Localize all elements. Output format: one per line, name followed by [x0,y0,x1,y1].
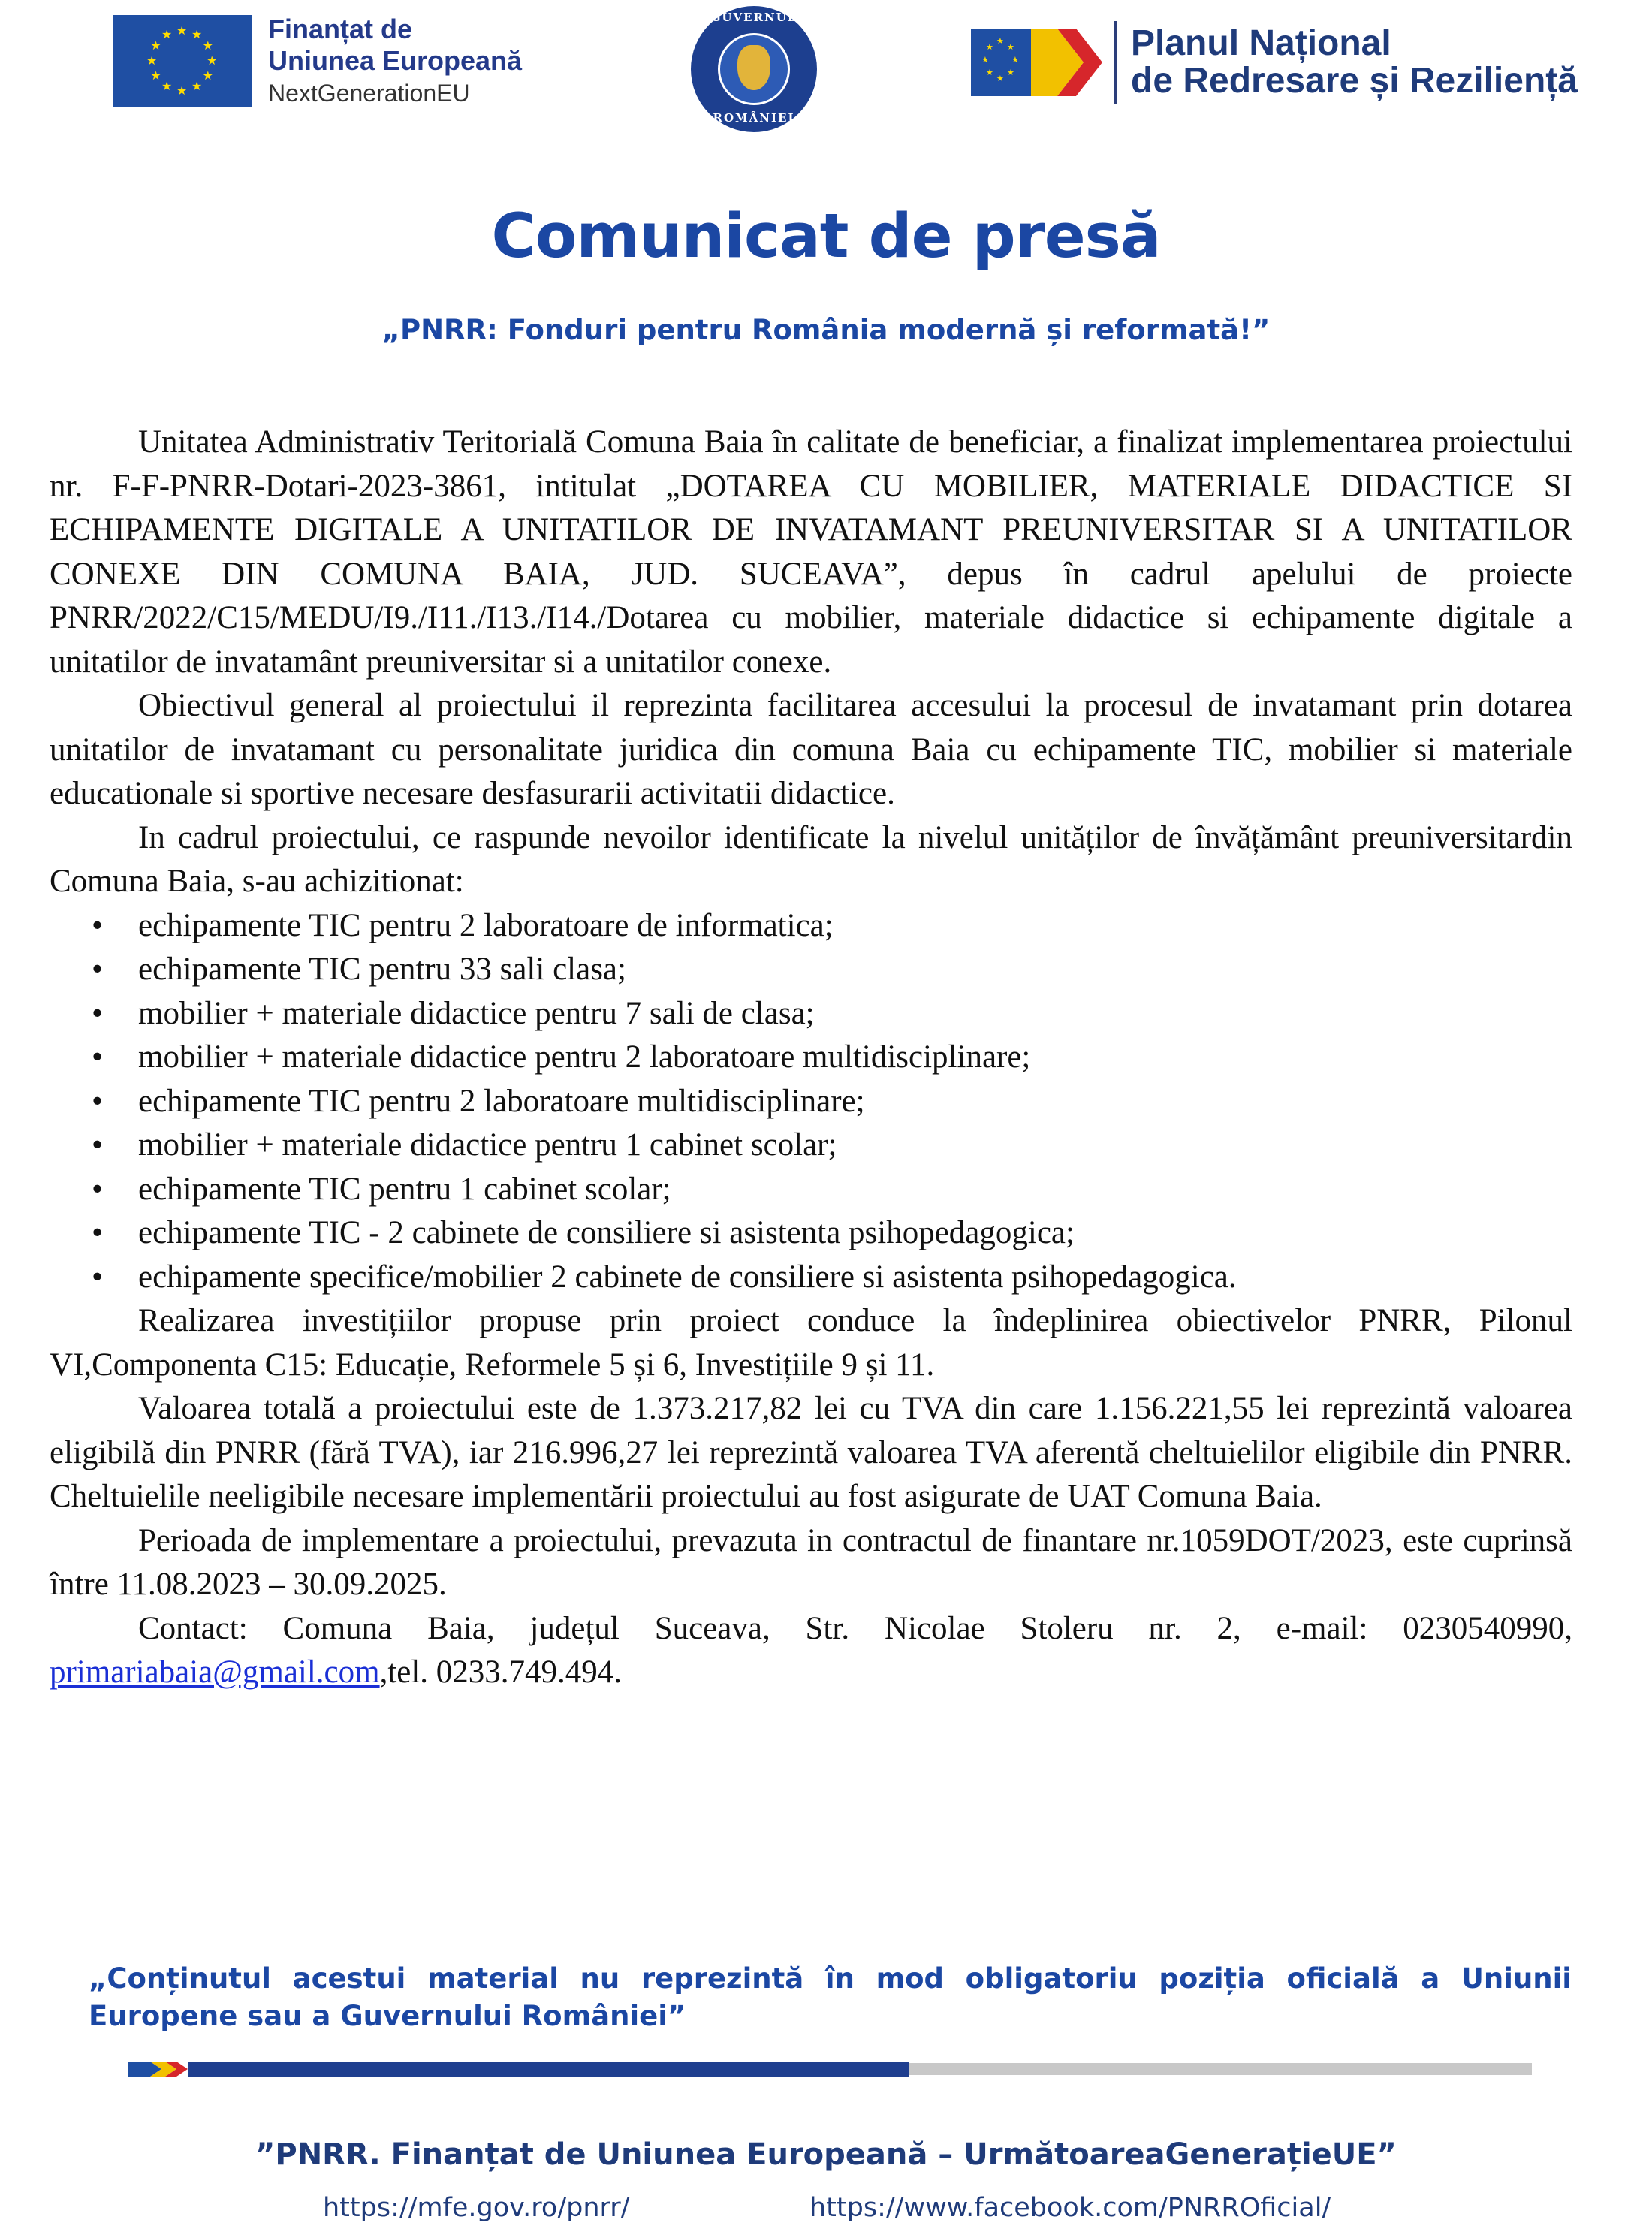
pnrr-logo-line1: Planul Național [1131,23,1391,63]
list-item [92,1080,1572,1124]
gov-seal-bottom-text: ROMÂNIEI [713,111,795,125]
eu-star-icon: ★ [206,53,218,68]
press-release-body [50,421,1572,1695]
footer-bar-grey [909,2063,1532,2075]
svg-text:★: ★ [996,36,1004,46]
eu-logo-line2: Uniunea Europeană [268,45,523,76]
svg-text:★: ★ [1007,68,1014,77]
list-item-text: echipamente TIC pentru 2 laboratoare multidisciplinare; [138,1083,865,1119]
bullet-icon: • [92,1039,104,1075]
eagle-icon [737,45,770,90]
bullet-icon: • [92,1215,104,1250]
page-title: Comunicat de presă [491,201,1161,272]
footer-link-facebook[interactable]: https://www.facebook.com/PNRROficial/ [809,2193,1331,2223]
list-item [92,1168,1572,1212]
eu-logo-text [268,14,522,108]
bullet-icon: • [92,995,104,1031]
svg-text:★: ★ [981,55,989,65]
paragraph-period: Perioada de implementare a proiectului, prevazuta in contractul de finantare nr.1059DOT/2023, este cuprinsă între 11.08.2023 – 30.09.2025. [50,1522,1572,1602]
bullet-icon: • [92,907,104,943]
eu-star-icon: ★ [202,38,213,53]
list-item-text: echipamente TIC pentru 33 sali clasa; [138,952,626,987]
eu-star-icon: ★ [161,79,173,94]
disclaimer: „Conținutul acestui material nu reprezintă în mod obligatoriu poziția oficială a Uniunii Europene sau a Guvernului României” [89,1962,1572,2032]
acquisitions-list [50,904,1572,1300]
eu-star-icon: ★ [191,79,203,94]
list-item-text: echipamente TIC pentru 2 laboratoare de informatica; [138,907,834,943]
paragraph-value: Valoarea totală a proiectului este de 1.373.217,82 lei cu TVA din care 1.156.221,55 lei reprezintă valoarea eligibilă din PNRR (fără TVA), iar 216.996,27 lei reprezintă valoarea TVA aferentă cheltuielilor eligibile din PNRR. Cheltuielile neeligibile necesare implementării proiectului au fost asigurate de UAT Comuna Baia. [50,1391,1572,1514]
list-item [92,1256,1572,1300]
contact-phone: ,tel. 0233.749.494. [379,1654,623,1690]
list-item [92,904,1572,949]
pnrr-flag-arrow-icon [971,21,1110,104]
list-item-text: mobilier + materiale didactice pentru 1 cabinet scolar; [138,1127,837,1163]
footer-slogan: ”PNRR. Finanțat de Uniunea Europeană – UrmătoareaGenerațieUE” [255,2137,1397,2172]
eu-star-icon: ★ [146,53,158,68]
svg-text:★: ★ [1007,42,1014,52]
list-item [92,948,1572,992]
eu-star-icon: ★ [202,68,213,83]
pnrr-divider [1114,21,1117,104]
bullet-icon: • [92,1083,104,1119]
eu-star-icon: ★ [150,38,161,53]
pnrr-logo [971,21,1578,104]
svg-text:★: ★ [986,42,993,52]
eu-funding-logo [113,14,522,108]
bullet-icon: • [92,1171,104,1207]
list-item-text: echipamente specifice/mobilier 2 cabinete de consiliere si asistenta psihopedagogica. [138,1259,1237,1295]
pnrr-flag-arrow-icon [128,2059,188,2079]
paragraph-acquisitions: In cadrul proiectului, ce raspunde nevoilor identificate la nivelul unităților de învățământ preuniversitardin Comuna Baia, s-au achizitionat: [50,819,1572,899]
contact-text: Contact: Comuna Baia, județul Suceava, Str. Nicolae Stoleru nr. 2, e-mail: 0230540990, [138,1610,1572,1646]
paragraph-objective: Obiectivul general al proiectului il reprezinta facilitarea accesului la procesul de invatamant prin dotarea unitatilor de invatamant cu personalitate juridica din comuna Baia cu echipamente TIC, mobilier si materiale educationale si sportive necesare desfasurarii activitatii didactice. [50,688,1572,811]
eu-logo-line1: Finanțat de [268,14,413,44]
list-item [92,992,1572,1036]
list-item [92,1124,1572,1168]
list-item [92,1036,1572,1080]
eu-star-icon: ★ [176,23,188,38]
romania-government-seal-icon [691,6,817,132]
paragraph-contact [50,1607,1572,1695]
paragraph-investments: Realizarea investițiilor propuse prin proiect conduce la îndeplinirea obiectivelor PNRR, Pilonul VI,Componenta C15: Educație, Reformele 5 și 6, Investițiile 9 și 11. [50,1303,1572,1383]
page-subtitle: „PNRR: Fonduri pentru România modernă și reformată!” [381,314,1271,346]
email-link[interactable]: primariabaia@gmail.com [50,1654,380,1690]
list-item-text: mobilier + materiale didactice pentru 2 laboratoare multidisciplinare; [138,1039,1031,1075]
list-item-text: echipamente TIC pentru 1 cabinet scolar; [138,1171,671,1207]
list-item-text: mobilier + materiale didactice pentru 7 sali de clasa; [138,995,815,1031]
footer-link-mfe[interactable]: https://mfe.gov.ro/pnrr/ [323,2193,630,2223]
pnrr-logo-line2: de Redresare și Reziliență [1131,61,1578,101]
bullet-icon: • [92,1259,104,1295]
list-item-text: echipamente TIC - 2 cabinete de consiliere si asistenta psihopedagogica; [138,1215,1075,1250]
paragraph-intro: Unitatea Administrativ Teritorială Comuna Baia în calitate de beneficiar, a finalizat implementarea proiectului nr. F-F-PNRR-Dotari-2023-3861, intitulat „DOTAREA CU MOBILIER, MATERIALE DIDACTICE SI ECHIPAMENTE DIGITALE A UNITATILOR DE INVATAMANT PREUNIVERSITAR SI A UNITATILOR CONEXE DIN COMUNA BAIA, JUD. SUCEAVA”, depus în cadrul apelului de proiecte PNRR/2022/C15/MEDU/I9./I11./I13./I14./Dotarea cu mobilier, materiale didactice si echipamente digitale a unitatilor de invatamânt preuniversitar si a unitatilor conexe. [50,424,1572,680]
svg-text:★: ★ [1011,55,1019,65]
pnrr-logo-text [1131,25,1578,100]
footer-bar-blue [188,2062,909,2077]
eu-star-icon: ★ [150,68,161,83]
gov-seal-top-text: GUVERNUL [710,11,797,24]
svg-text:★: ★ [986,68,993,77]
bullet-icon: • [92,952,104,987]
eu-star-icon: ★ [176,83,188,98]
footer-bar [128,2059,1532,2079]
eu-star-icon: ★ [161,26,173,41]
eu-logo-line3: NextGenerationEU [268,80,470,107]
eu-flag-icon [113,15,252,107]
eu-star-icon: ★ [191,26,203,41]
list-item [92,1211,1572,1256]
bullet-icon: • [92,1127,104,1163]
svg-text:★: ★ [996,74,1004,83]
